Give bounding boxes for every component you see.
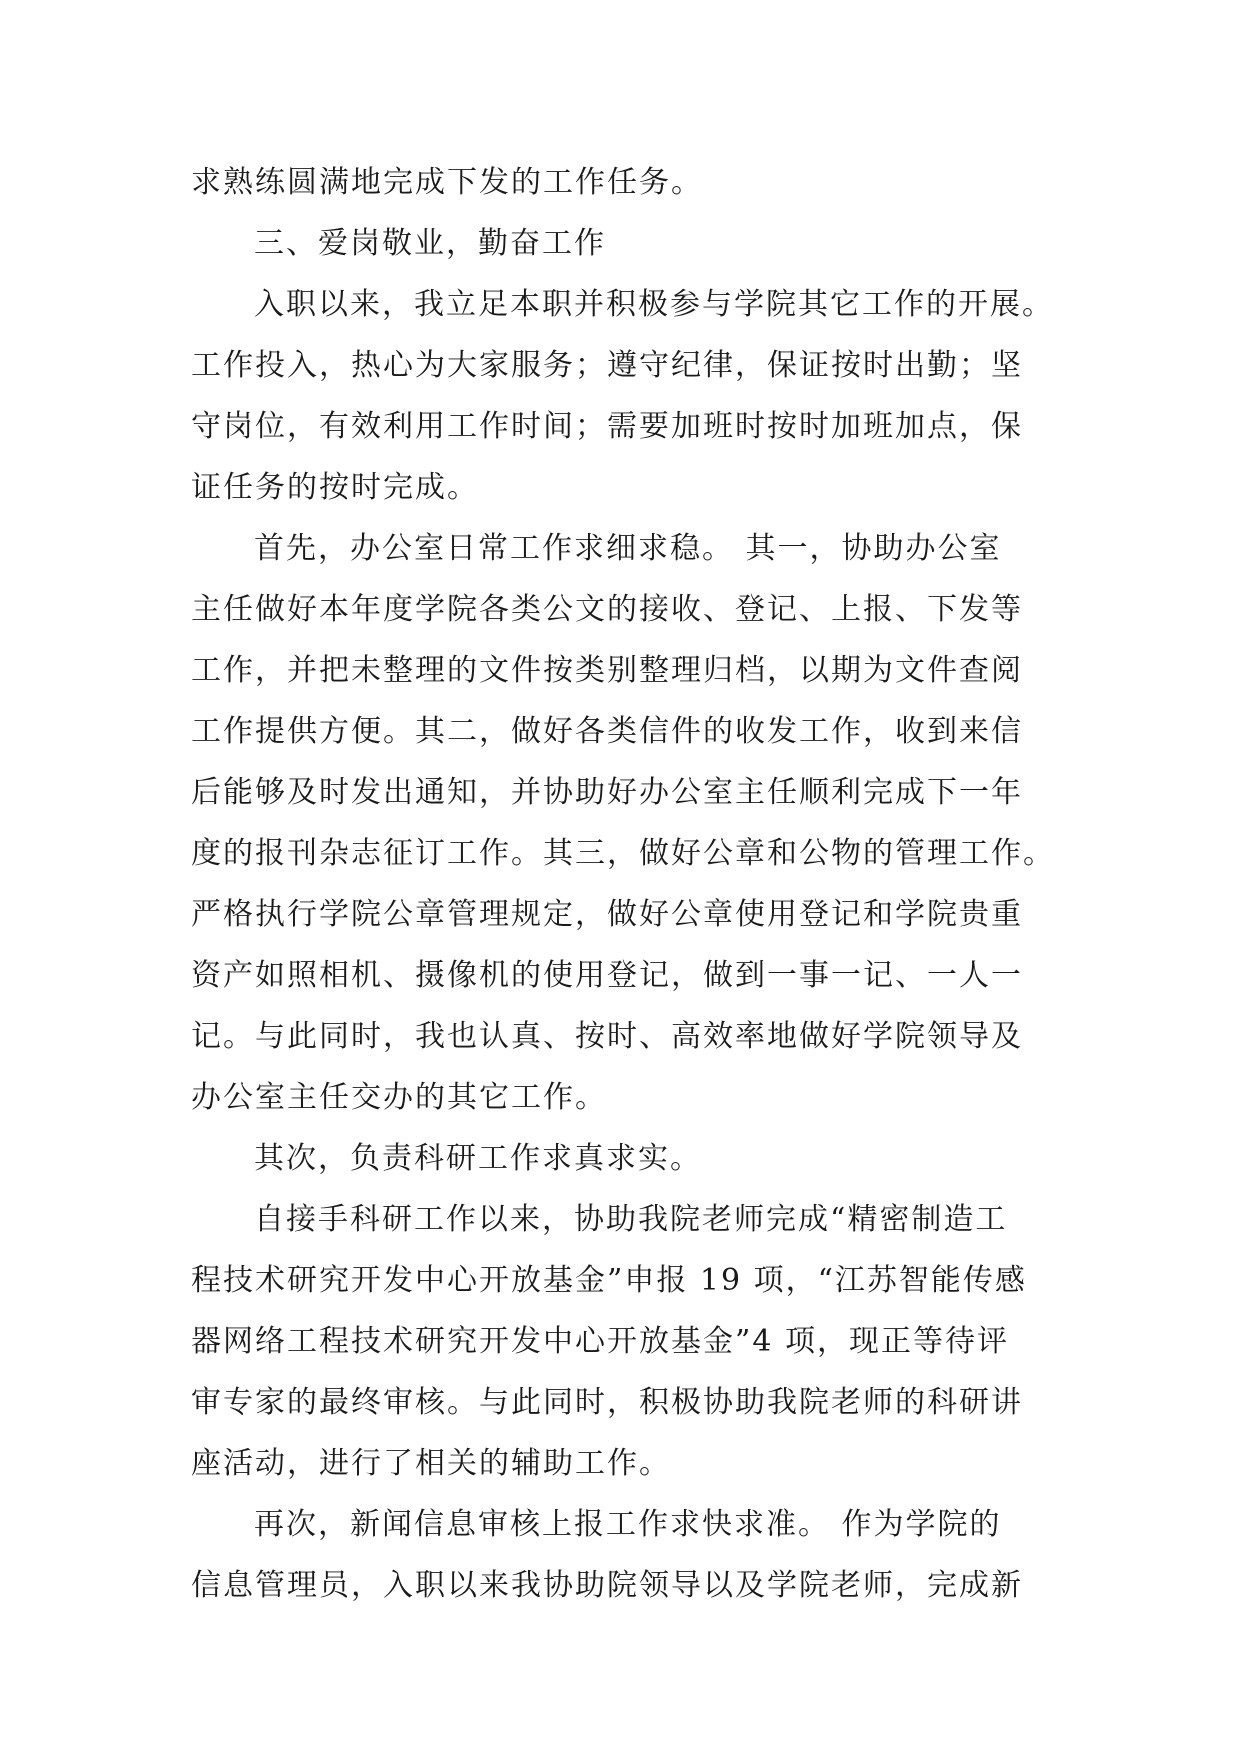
- text-line: 首先，办公室日常工作求细求稳。 其一，协助办公室: [254, 531, 1002, 566]
- text-line: 办公室主任交办的其它工作。: [191, 1080, 607, 1115]
- text-line: 座活动，进行了相关的辅助工作。: [191, 1446, 671, 1481]
- text-line: 守岗位，有效利用工作时间；需要加班时按时加班加点，保: [191, 409, 1023, 444]
- text-line: 入职以来，我立足本职并积极参与学院其它工作的开展。: [254, 287, 1054, 322]
- text-line: 工作投入，热心为大家服务；遵守纪律，保证按时出勤；坚: [191, 348, 1023, 383]
- text-line: 记。与此同时，我也认真、按时、高效率地做好学院领导及: [191, 1019, 1023, 1054]
- text-line: 后能够及时发出通知，并协助好办公室主任顺利完成下一年: [191, 775, 1023, 810]
- text-line: 信息管理员，入职以来我协助院领导以及学院老师，完成新: [191, 1568, 1023, 1603]
- text-line: 求熟练圆满地完成下发的工作任务。: [191, 165, 703, 200]
- text-line: 主任做好本年度学院各类公文的接收、登记、上报、下发等: [191, 592, 1023, 627]
- text-line: 严格执行学院公章管理规定，做好公章使用登记和学院贵重: [191, 897, 1023, 932]
- text-line: 证任务的按时完成。: [191, 470, 479, 505]
- text-line: 自接手科研工作以来，协助我院老师完成“精密制造工: [254, 1202, 1008, 1237]
- text-line: 器网络工程技术研究开发中心开放基金”4 项，现正等待评: [191, 1324, 1009, 1359]
- section-heading: 三、爱岗敬业，勤奋工作: [254, 226, 606, 261]
- text-line: 其次，负责科研工作求真求实。: [254, 1141, 702, 1176]
- text-line: 工作，并把未整理的文件按类别整理归档，以期为文件查阅: [191, 653, 1023, 688]
- text-line: 程技术研究开发中心开放基金”申报 19 项，“江苏智能传感: [191, 1263, 1027, 1298]
- text-line: 审专家的最终审核。与此同时，积极协助我院老师的科研讲: [191, 1385, 1023, 1420]
- text-line: 再次，新闻信息审核上报工作求快求准。 作为学院的: [254, 1507, 1002, 1542]
- text-line: 资产如照相机、摄像机的使用登记，做到一事一记、一人一: [191, 958, 1023, 993]
- text-line: 工作提供方便。其二，做好各类信件的收发工作，收到来信: [191, 714, 1023, 749]
- text-line: 度的报刊杂志征订工作。其三，做好公章和公物的管理工作。: [191, 836, 1055, 871]
